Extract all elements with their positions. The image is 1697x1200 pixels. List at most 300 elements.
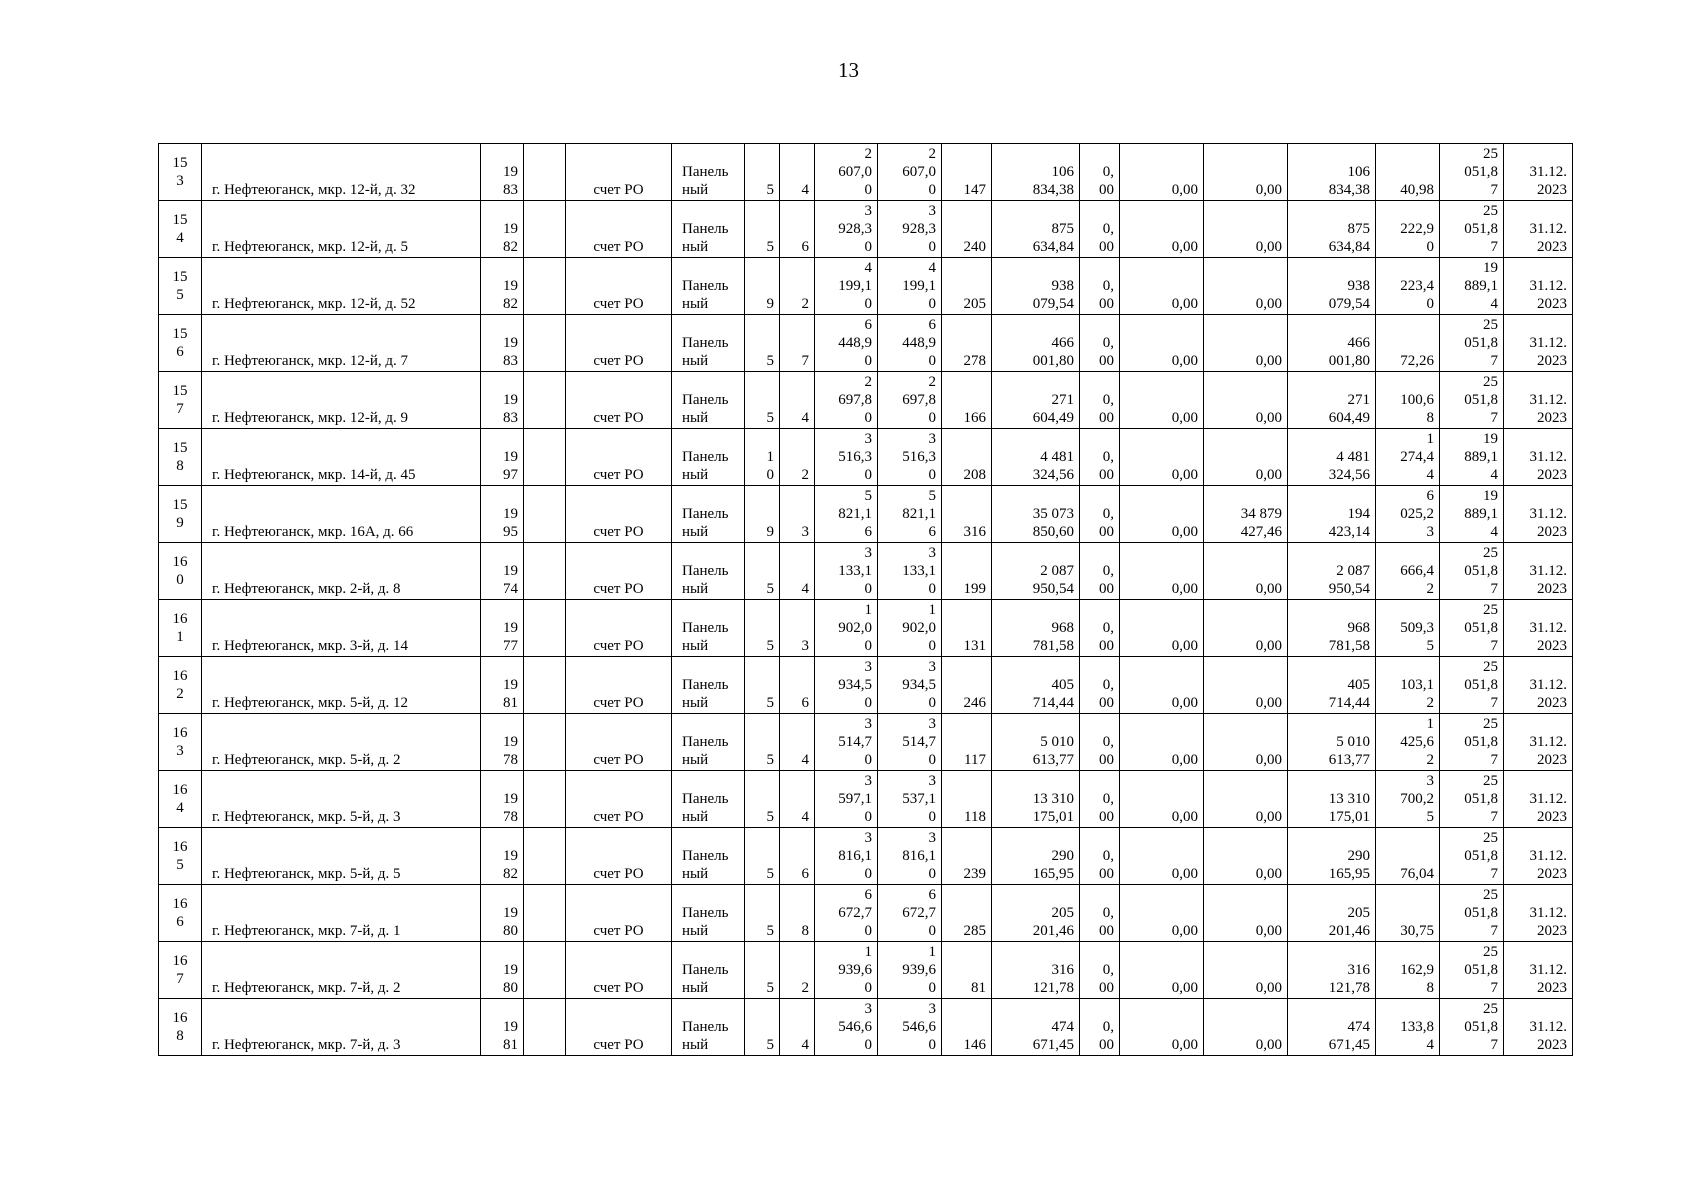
- max-unit-cost-cell: [1440, 429, 1504, 486]
- wall-material-text: ный: [682, 638, 709, 654]
- floors-count-text: 5: [766, 353, 774, 369]
- commission-year-text: 77: [503, 638, 518, 654]
- unit-cost-text: 40,98: [1400, 182, 1434, 198]
- max-unit-cost-text: 25: [1483, 602, 1498, 618]
- living-area-text: 514,7: [902, 734, 936, 750]
- floors-count-cell: [745, 258, 780, 315]
- commission-year-text: 19: [503, 164, 518, 180]
- wall-material-text: Панель: [682, 278, 729, 294]
- wall-material-text: ный: [682, 353, 709, 369]
- planned-date-cell: [1504, 885, 1573, 942]
- owner-funds-text: 671,45: [1328, 1037, 1370, 1053]
- planned-date-cell: [1504, 828, 1573, 885]
- local-funds-cell: 0,00: [1204, 258, 1288, 315]
- planned-date-cell: [1504, 258, 1573, 315]
- planned-date-text: 31.12.: [1529, 221, 1567, 237]
- planned-date-text: 31.12.: [1529, 449, 1567, 465]
- living-area-text: 0: [928, 866, 936, 882]
- floors-count-cell: [745, 486, 780, 543]
- total-cost-text: 714,44: [1032, 695, 1074, 711]
- planned-date-text: 31.12.: [1529, 962, 1567, 978]
- planned-date-text: 31.12.: [1529, 278, 1567, 294]
- max-unit-cost-text: 051,8: [1464, 620, 1498, 636]
- planned-date-text: 2023: [1537, 638, 1567, 654]
- max-unit-cost-cell: [1440, 885, 1504, 942]
- total-cost-cell: [992, 942, 1080, 999]
- total-cost-text: 13 310: [1032, 791, 1074, 807]
- residents-count-cell: 208: [942, 429, 992, 486]
- floors-count-cell: [745, 429, 780, 486]
- floors-count-text: 9: [766, 524, 774, 540]
- planned-date-text: 2023: [1537, 752, 1567, 768]
- federal-funds-text: 00: [1099, 980, 1114, 996]
- wall-material-cell: [672, 429, 745, 486]
- max-unit-cost-text: 19: [1483, 431, 1498, 447]
- living-area-text: 0: [928, 923, 936, 939]
- total-area-text: 0: [864, 752, 872, 768]
- floors-count-text: 5: [766, 182, 774, 198]
- unit-cost-cell: [1376, 543, 1440, 600]
- total-area-cell: [815, 258, 878, 315]
- living-area-text: 0: [928, 410, 936, 426]
- row-number-text: 4: [176, 800, 184, 816]
- living-area-text: 3: [928, 773, 936, 789]
- row-number-text: 16: [172, 554, 188, 570]
- total-area-cell: [815, 543, 878, 600]
- living-area-cell: [878, 429, 942, 486]
- total-cost-cell: [992, 657, 1080, 714]
- floors-count-cell: [745, 714, 780, 771]
- unit-cost-cell: [1376, 828, 1440, 885]
- owner-funds-cell: [1288, 201, 1376, 258]
- max-unit-cost-text: 7: [1490, 239, 1498, 255]
- wall-material-text: Панель: [682, 620, 729, 636]
- unit-cost-text: 8: [1426, 410, 1434, 426]
- unit-cost-text: 133,8: [1400, 1019, 1434, 1035]
- total-area-cell: [815, 315, 878, 372]
- total-area-text: 3: [864, 431, 872, 447]
- total-cost-text: 938: [1051, 278, 1074, 294]
- commission-year-text: 80: [503, 980, 518, 996]
- row-number-cell: [159, 942, 202, 999]
- total-area-text: 934,5: [838, 677, 872, 693]
- floors-count-cell: [745, 201, 780, 258]
- total-area-text: 0: [864, 353, 872, 369]
- entrances-count-cell: 2: [780, 429, 815, 486]
- planned-date-cell: [1504, 486, 1573, 543]
- commission-year-text: 19: [503, 506, 518, 522]
- max-unit-cost-text: 051,8: [1464, 335, 1498, 351]
- row-number-cell: [159, 543, 202, 600]
- unit-cost-text: 274,4: [1400, 449, 1434, 465]
- living-area-text: 3: [928, 716, 936, 732]
- row-number-text: 15: [172, 440, 188, 456]
- local-funds-cell: 0,00: [1204, 828, 1288, 885]
- owner-funds-text: 968: [1347, 620, 1370, 636]
- wall-material-cell: [672, 144, 745, 201]
- owner-funds-text: 001,80: [1328, 353, 1370, 369]
- federal-funds-text: 00: [1099, 638, 1114, 654]
- empty-cell-cell: [524, 657, 566, 714]
- total-area-text: 0: [864, 410, 872, 426]
- entrances-count-cell: 6: [780, 201, 815, 258]
- floors-count-cell: [745, 543, 780, 600]
- commission-year-cell: [481, 258, 524, 315]
- table-row: [159, 828, 1573, 885]
- empty-cell-cell: [524, 372, 566, 429]
- planned-date-cell: [1504, 315, 1573, 372]
- commission-year-text: 81: [503, 1037, 518, 1053]
- table-row: [159, 486, 1573, 543]
- fund-method-cell: счет РО: [566, 885, 672, 942]
- federal-funds-cell: [1080, 885, 1120, 942]
- total-cost-text: 2 087: [1040, 563, 1074, 579]
- wall-material-cell: [672, 600, 745, 657]
- living-area-text: 6: [928, 887, 936, 903]
- row-number-text: 16: [172, 896, 188, 912]
- owner-funds-text: 205: [1347, 905, 1370, 921]
- wall-material-text: ный: [682, 923, 709, 939]
- commission-year-text: 19: [503, 734, 518, 750]
- residents-count-cell: 239: [942, 828, 992, 885]
- living-area-text: 1: [928, 602, 936, 618]
- unit-cost-text: 4: [1426, 1037, 1434, 1053]
- living-area-text: 546,6: [902, 1019, 936, 1035]
- total-cost-cell: [992, 201, 1080, 258]
- row-number-text: 5: [176, 287, 184, 303]
- max-unit-cost-text: 25: [1483, 944, 1498, 960]
- commission-year-text: 19: [503, 221, 518, 237]
- total-area-text: 133,1: [838, 563, 872, 579]
- local-funds-cell: 0,00: [1204, 600, 1288, 657]
- total-cost-cell: [992, 543, 1080, 600]
- row-number-text: 8: [176, 458, 184, 474]
- total-cost-text: 474: [1051, 1019, 1074, 1035]
- living-area-text: 0: [928, 1037, 936, 1053]
- owner-funds-text: 466: [1347, 335, 1370, 351]
- max-unit-cost-text: 7: [1490, 410, 1498, 426]
- local-funds-text: 427,46: [1240, 524, 1282, 540]
- total-area-cell: [815, 771, 878, 828]
- living-area-text: 133,1: [902, 563, 936, 579]
- floors-count-cell: [745, 144, 780, 201]
- wall-material-cell: [672, 372, 745, 429]
- row-number-text: 8: [176, 1028, 184, 1044]
- entrances-count-cell: 3: [780, 486, 815, 543]
- max-unit-cost-text: 051,8: [1464, 392, 1498, 408]
- total-cost-text: 106: [1051, 164, 1074, 180]
- commission-year-text: 19: [503, 278, 518, 294]
- max-unit-cost-cell: [1440, 372, 1504, 429]
- unit-cost-text: 100,6: [1400, 392, 1434, 408]
- federal-funds-text: 0,: [1102, 164, 1114, 180]
- max-unit-cost-text: 051,8: [1464, 734, 1498, 750]
- max-unit-cost-text: 051,8: [1464, 791, 1498, 807]
- total-cost-cell: [992, 315, 1080, 372]
- living-area-cell: [878, 600, 942, 657]
- max-unit-cost-text: 25: [1483, 716, 1498, 732]
- federal-funds-cell: [1080, 942, 1120, 999]
- planned-date-cell: [1504, 657, 1573, 714]
- living-area-text: 939,6: [902, 962, 936, 978]
- unit-cost-text: 6: [1426, 488, 1434, 504]
- planned-date-cell: [1504, 942, 1573, 999]
- max-unit-cost-text: 25: [1483, 773, 1498, 789]
- floors-count-text: 5: [766, 581, 774, 597]
- wall-material-text: ный: [682, 752, 709, 768]
- federal-funds-text: 0,: [1102, 677, 1114, 693]
- commission-year-text: 83: [503, 182, 518, 198]
- living-area-text: 0: [928, 581, 936, 597]
- total-area-text: 902,0: [838, 620, 872, 636]
- repair-registry-table: [158, 143, 1573, 1056]
- total-cost-text: 466: [1051, 335, 1074, 351]
- regional-funds-cell: 0,00: [1120, 657, 1204, 714]
- entrances-count-cell: 6: [780, 828, 815, 885]
- living-area-text: 6: [928, 317, 936, 333]
- row-number-text: 16: [172, 1010, 188, 1026]
- row-number-cell: [159, 600, 202, 657]
- total-cost-text: 4 481: [1040, 449, 1074, 465]
- total-area-cell: [815, 429, 878, 486]
- total-area-text: 3: [864, 830, 872, 846]
- address-cell: г. Нефтеюганск, мкр. 12-й, д. 52: [202, 258, 481, 315]
- unit-cost-text: 5: [1426, 809, 1434, 825]
- row-number-text: 16: [172, 725, 188, 741]
- planned-date-text: 2023: [1537, 524, 1567, 540]
- row-number-text: 3: [176, 173, 184, 189]
- wall-material-cell: [672, 315, 745, 372]
- empty-cell-cell: [524, 771, 566, 828]
- max-unit-cost-text: 051,8: [1464, 1019, 1498, 1035]
- unit-cost-text: 223,4: [1400, 278, 1434, 294]
- max-unit-cost-text: 7: [1490, 638, 1498, 654]
- wall-material-text: ный: [682, 866, 709, 882]
- fund-method-cell: счет РО: [566, 942, 672, 999]
- residents-count-cell: 117: [942, 714, 992, 771]
- total-cost-text: 671,45: [1032, 1037, 1074, 1053]
- total-cost-text: 604,49: [1032, 410, 1074, 426]
- unit-cost-cell: [1376, 486, 1440, 543]
- max-unit-cost-text: 7: [1490, 581, 1498, 597]
- unit-cost-text: 700,2: [1400, 791, 1434, 807]
- commission-year-text: 83: [503, 410, 518, 426]
- row-number-text: 7: [176, 401, 184, 417]
- federal-funds-text: 0,: [1102, 962, 1114, 978]
- commission-year-text: 82: [503, 296, 518, 312]
- living-area-text: 0: [928, 638, 936, 654]
- total-cost-text: 5 010: [1040, 734, 1074, 750]
- floors-count-text: 5: [766, 809, 774, 825]
- row-number-text: 16: [172, 953, 188, 969]
- total-area-cell: [815, 885, 878, 942]
- living-area-text: 934,5: [902, 677, 936, 693]
- total-area-text: 3: [864, 1001, 872, 1017]
- entrances-count-cell: 2: [780, 258, 815, 315]
- wall-material-text: Панель: [682, 449, 729, 465]
- empty-cell-cell: [524, 999, 566, 1056]
- federal-funds-text: 0,: [1102, 620, 1114, 636]
- living-area-text: 3: [928, 203, 936, 219]
- table-row: [159, 315, 1573, 372]
- address-cell: г. Нефтеюганск, мкр. 12-й, д. 5: [202, 201, 481, 258]
- total-area-text: 0: [864, 296, 872, 312]
- living-area-text: 672,7: [902, 905, 936, 921]
- living-area-text: 0: [928, 182, 936, 198]
- empty-cell-cell: [524, 885, 566, 942]
- planned-date-text: 2023: [1537, 695, 1567, 711]
- total-area-text: 516,3: [838, 449, 872, 465]
- row-number-text: 15: [172, 155, 188, 171]
- commission-year-cell: [481, 144, 524, 201]
- table-row: [159, 201, 1573, 258]
- row-number-cell: [159, 144, 202, 201]
- regional-funds-cell: 0,00: [1120, 600, 1204, 657]
- unit-cost-cell: [1376, 372, 1440, 429]
- total-cost-cell: [992, 714, 1080, 771]
- fund-method-cell: счет РО: [566, 600, 672, 657]
- row-number-text: 1: [176, 629, 184, 645]
- table-row: [159, 258, 1573, 315]
- empty-cell-cell: [524, 828, 566, 885]
- regional-funds-cell: 0,00: [1120, 258, 1204, 315]
- living-area-text: 0: [928, 296, 936, 312]
- residents-count-cell: 146: [942, 999, 992, 1056]
- total-area-text: 697,8: [838, 392, 872, 408]
- planned-date-text: 2023: [1537, 410, 1567, 426]
- local-funds-cell: 0,00: [1204, 315, 1288, 372]
- wall-material-text: ный: [682, 182, 709, 198]
- wall-material-text: Панель: [682, 563, 729, 579]
- total-area-cell: [815, 942, 878, 999]
- wall-material-text: Панель: [682, 392, 729, 408]
- entrances-count-cell: 6: [780, 657, 815, 714]
- federal-funds-text: 0,: [1102, 905, 1114, 921]
- address-cell: г. Нефтеюганск, мкр. 12-й, д. 7: [202, 315, 481, 372]
- unit-cost-text: 4: [1426, 467, 1434, 483]
- owner-funds-text: 834,38: [1328, 182, 1370, 198]
- max-unit-cost-text: 25: [1483, 146, 1498, 162]
- wall-material-text: Панель: [682, 164, 729, 180]
- wall-material-text: ный: [682, 467, 709, 483]
- wall-material-cell: [672, 486, 745, 543]
- unit-cost-cell: [1376, 258, 1440, 315]
- regional-funds-cell: 0,00: [1120, 315, 1204, 372]
- total-area-cell: [815, 828, 878, 885]
- total-cost-text: 271: [1051, 392, 1074, 408]
- row-number-cell: [159, 486, 202, 543]
- unit-cost-cell: [1376, 999, 1440, 1056]
- entrances-count-cell: 2: [780, 942, 815, 999]
- row-number-cell: [159, 999, 202, 1056]
- planned-date-text: 31.12.: [1529, 563, 1567, 579]
- living-area-text: 0: [928, 353, 936, 369]
- max-unit-cost-cell: [1440, 600, 1504, 657]
- total-cost-cell: [992, 429, 1080, 486]
- wall-material-text: Панель: [682, 791, 729, 807]
- planned-date-text: 2023: [1537, 467, 1567, 483]
- owner-funds-text: 714,44: [1328, 695, 1370, 711]
- federal-funds-text: 00: [1099, 467, 1114, 483]
- max-unit-cost-text: 4: [1490, 524, 1498, 540]
- total-area-text: 514,7: [838, 734, 872, 750]
- federal-funds-text: 0,: [1102, 734, 1114, 750]
- empty-cell-cell: [524, 315, 566, 372]
- max-unit-cost-text: 7: [1490, 923, 1498, 939]
- federal-funds-text: 0,: [1102, 563, 1114, 579]
- living-area-text: 816,1: [902, 848, 936, 864]
- table-row: [159, 714, 1573, 771]
- regional-funds-cell: 0,00: [1120, 885, 1204, 942]
- max-unit-cost-cell: [1440, 201, 1504, 258]
- federal-funds-text: 00: [1099, 410, 1114, 426]
- wall-material-text: Панель: [682, 221, 729, 237]
- commission-year-text: 19: [503, 1019, 518, 1035]
- living-area-text: 607,0: [902, 164, 936, 180]
- table-row: [159, 657, 1573, 714]
- living-area-text: 0: [928, 467, 936, 483]
- address-cell: г. Нефтеюганск, мкр. 12-й, д. 32: [202, 144, 481, 201]
- floors-count-text: 1: [766, 449, 774, 465]
- unit-cost-cell: [1376, 771, 1440, 828]
- total-area-text: 2: [864, 374, 872, 390]
- fund-method-cell: счет РО: [566, 144, 672, 201]
- wall-material-text: Панель: [682, 734, 729, 750]
- planned-date-text: 2023: [1537, 182, 1567, 198]
- wall-material-cell: [672, 942, 745, 999]
- living-area-cell: [878, 942, 942, 999]
- floors-count-cell: [745, 885, 780, 942]
- floors-count-cell: [745, 315, 780, 372]
- owner-funds-text: 875: [1347, 221, 1370, 237]
- regional-funds-cell: 0,00: [1120, 543, 1204, 600]
- living-area-text: 0: [928, 809, 936, 825]
- total-cost-text: 324,56: [1032, 467, 1074, 483]
- page-number: 13: [838, 58, 859, 82]
- total-cost-text: 165,95: [1032, 866, 1074, 882]
- unit-cost-cell: [1376, 315, 1440, 372]
- table-row: [159, 144, 1573, 201]
- row-number-text: 2: [176, 686, 184, 702]
- total-area-text: 546,6: [838, 1019, 872, 1035]
- wall-material-text: ный: [682, 809, 709, 825]
- planned-date-cell: [1504, 144, 1573, 201]
- federal-funds-cell: [1080, 771, 1120, 828]
- unit-cost-cell: [1376, 429, 1440, 486]
- entrances-count-cell: 8: [780, 885, 815, 942]
- empty-cell-cell: [524, 144, 566, 201]
- owner-funds-cell: [1288, 429, 1376, 486]
- entrances-count-cell: 4: [780, 144, 815, 201]
- planned-date-text: 2023: [1537, 296, 1567, 312]
- max-unit-cost-text: 25: [1483, 317, 1498, 333]
- living-area-cell: [878, 828, 942, 885]
- wall-material-text: Панель: [682, 1019, 729, 1035]
- max-unit-cost-cell: [1440, 657, 1504, 714]
- living-area-cell: [878, 315, 942, 372]
- max-unit-cost-text: 889,1: [1464, 449, 1498, 465]
- row-number-text: 15: [172, 383, 188, 399]
- row-number-text: 15: [172, 269, 188, 285]
- max-unit-cost-text: 25: [1483, 545, 1498, 561]
- planned-date-cell: [1504, 714, 1573, 771]
- planned-date-cell: [1504, 771, 1573, 828]
- commission-year-cell: [481, 999, 524, 1056]
- owner-funds-text: 2 087: [1336, 563, 1370, 579]
- unit-cost-text: 3: [1426, 773, 1434, 789]
- owner-funds-cell: [1288, 486, 1376, 543]
- living-area-cell: [878, 258, 942, 315]
